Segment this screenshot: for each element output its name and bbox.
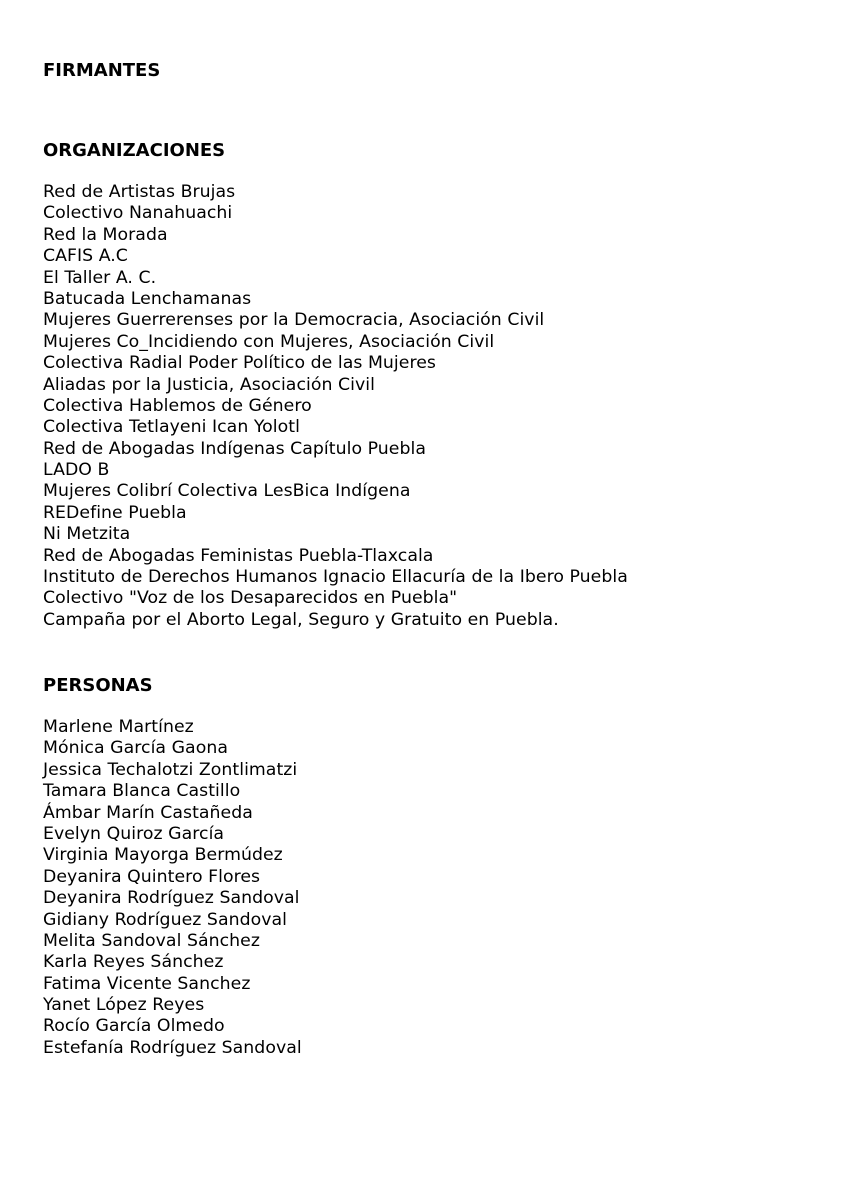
organization-item: Batucada Lenchamanas bbox=[43, 288, 252, 309]
organization-item: CAFIS A.C bbox=[43, 246, 128, 267]
persons-list bbox=[43, 717, 302, 1059]
person-item: Deyanira Quintero Flores bbox=[43, 866, 261, 887]
organization-item: Ni Metzita bbox=[43, 524, 131, 545]
document-title: FIRMANTES bbox=[43, 60, 161, 81]
organization-item: Colectiva Radial Poder Político de las Mujeres bbox=[43, 353, 436, 374]
persons-heading: PERSONAS bbox=[43, 675, 153, 696]
person-item: Ámbar Marín Castañeda bbox=[43, 802, 253, 823]
organization-item: Aliadas por la Justicia, Asociación Civil bbox=[43, 374, 375, 395]
person-item: Gidiany Rodríguez Sandoval bbox=[43, 909, 287, 930]
organization-item: Red la Morada bbox=[43, 224, 168, 245]
organization-item: Mujeres Guerrerenses por la Democracia, Asociación Civil bbox=[43, 310, 545, 331]
person-item: Yanet López Reyes bbox=[43, 995, 205, 1016]
organizations-list bbox=[43, 182, 628, 631]
organization-item: Mujeres Colibrí Colectiva LesBica Indígena bbox=[43, 481, 411, 502]
organization-item: Red de Abogadas Feministas Puebla-Tlaxcala bbox=[43, 545, 434, 566]
organization-item: Colectivo Nanahuachi bbox=[43, 203, 233, 224]
organization-item: Instituto de Derechos Humanos Ignacio Ellacuría de la Ibero Puebla bbox=[43, 567, 628, 588]
person-item: Melita Sandoval Sánchez bbox=[43, 930, 260, 951]
person-item: Jessica Techalotzi Zontlimatzi bbox=[43, 759, 298, 780]
person-item: Marlene Martínez bbox=[43, 717, 194, 737]
organization-item: Mujeres Co_Incidiendo con Mujeres, Asociación Civil bbox=[43, 331, 495, 352]
organization-item: Campaña por el Aborto Legal, Seguro y Gratuito en Puebla. bbox=[43, 609, 559, 630]
person-item: Rocío García Olmedo bbox=[43, 1016, 225, 1037]
organization-item: REDefine Puebla bbox=[43, 502, 187, 523]
person-item: Evelyn Quiroz García bbox=[43, 823, 225, 844]
organizations-heading: ORGANIZACIONES bbox=[43, 140, 226, 161]
organization-item: Colectivo "Voz de los Desaparecidos en Puebla" bbox=[43, 588, 458, 609]
person-item: Virginia Mayorga Bermúdez bbox=[43, 845, 283, 866]
person-item: Deyanira Rodríguez Sandoval bbox=[43, 888, 300, 909]
person-item: Karla Reyes Sánchez bbox=[43, 952, 224, 973]
person-item: Estefanía Rodríguez Sandoval bbox=[43, 1037, 302, 1058]
organization-item: Colectiva Hablemos de Género bbox=[43, 395, 312, 416]
organization-item: Colectiva Tetlayeni Ican Yolotl bbox=[43, 417, 300, 438]
person-item: Tamara Blanca Castillo bbox=[43, 781, 241, 802]
organization-item: El Taller A. C. bbox=[43, 267, 157, 288]
organization-item: LADO B bbox=[43, 460, 110, 481]
person-item: Mónica García Gaona bbox=[43, 738, 228, 759]
person-item: Fatima Vicente Sanchez bbox=[43, 973, 251, 994]
organization-item: Red de Abogadas Indígenas Capítulo Puebla bbox=[43, 438, 426, 459]
organization-item: Red de Artistas Brujas bbox=[43, 182, 236, 202]
